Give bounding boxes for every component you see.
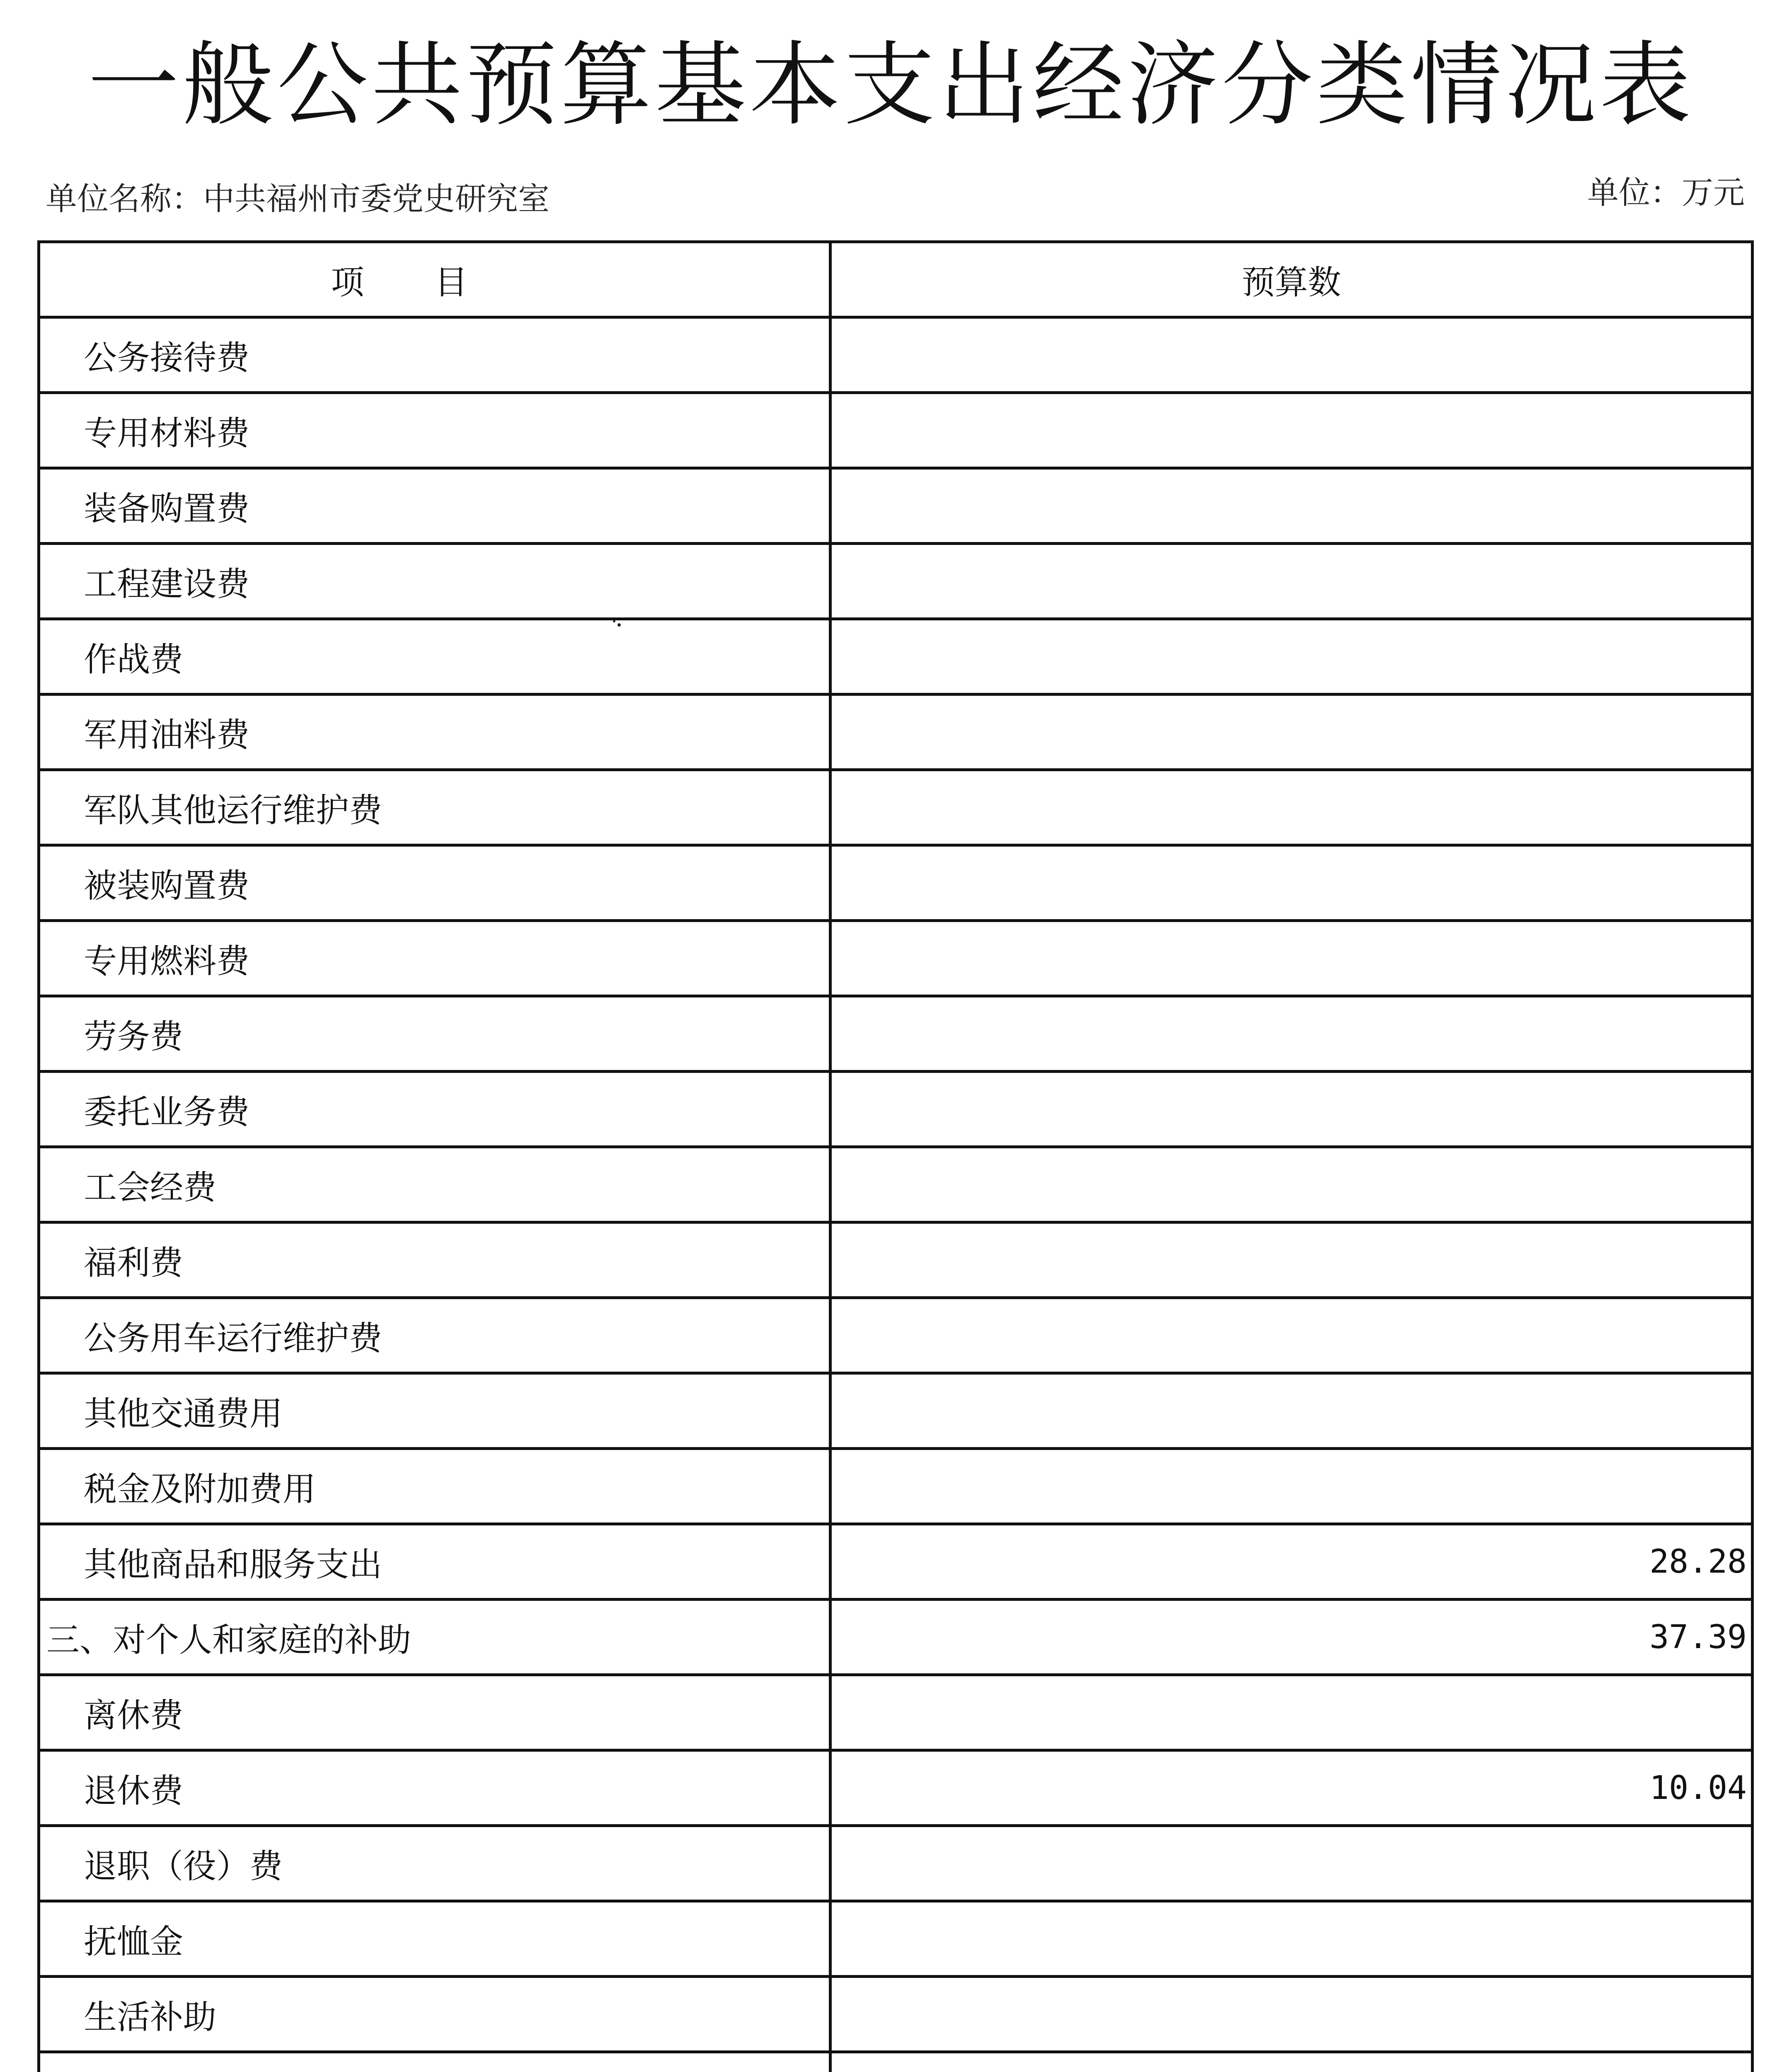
row-label: 抚恤金 — [39, 1901, 830, 1977]
table-row — [39, 1449, 1753, 1524]
table-row — [39, 845, 1753, 921]
table-row — [39, 544, 1753, 619]
row-value — [830, 317, 1753, 393]
row-label: 劳务费 — [39, 996, 830, 1072]
row-value — [830, 393, 1753, 468]
table-row — [39, 770, 1753, 845]
row-value — [830, 1373, 1753, 1449]
row-label: 委托业务费 — [39, 1072, 830, 1147]
scan-speck — [613, 620, 622, 627]
table-row — [39, 1072, 1753, 1147]
row-label: 福利费 — [39, 1222, 830, 1298]
budget-table — [37, 240, 1754, 2072]
row-value — [830, 1826, 1753, 1901]
row-label: 工程建设费 — [39, 544, 830, 619]
row-label: 工会经费 — [39, 1147, 830, 1222]
row-label: 军队其他运行维护费 — [39, 770, 830, 845]
row-label: 离休费 — [39, 1675, 830, 1750]
table-row — [39, 1977, 1753, 2052]
row-label: 生活补助 — [39, 1977, 830, 2052]
table-row — [39, 619, 1753, 695]
row-value — [830, 1675, 1753, 1750]
row-label: 其他商品和服务支出 — [39, 1524, 830, 1600]
table-row — [39, 2052, 1753, 2072]
row-label: 专用材料费 — [39, 393, 830, 468]
row-value — [830, 1222, 1753, 1298]
row-label: 专用燃料费 — [39, 921, 830, 996]
table-row — [39, 468, 1753, 544]
row-value — [830, 1977, 1753, 2052]
table-row — [39, 393, 1753, 468]
row-label: 作战费 — [39, 619, 830, 695]
row-label: 被装购置费 — [39, 845, 830, 921]
table-row — [39, 1373, 1753, 1449]
table-row — [39, 1298, 1753, 1373]
table-row — [39, 1901, 1753, 1977]
row-value — [830, 544, 1753, 619]
table-row — [39, 921, 1753, 996]
row-label: 退职（役）费 — [39, 1826, 830, 1901]
unit-name-label: 单位名称：中共福州市委党史研究室 — [46, 180, 550, 217]
row-label: 装备购置费 — [39, 468, 830, 544]
row-label — [39, 2052, 830, 2072]
row-value — [830, 1298, 1753, 1373]
row-label: 军用油料费 — [39, 695, 830, 770]
row-value — [830, 770, 1753, 845]
table-row — [39, 1750, 1753, 1826]
row-label: 其他交通费用 — [39, 1373, 830, 1449]
row-label: 公务接待费 — [39, 317, 830, 393]
table-row — [39, 1675, 1753, 1750]
table-row — [39, 996, 1753, 1072]
row-value: 28.28 — [830, 1524, 1753, 1600]
row-value — [830, 468, 1753, 544]
header-budget: 预算数 — [830, 242, 1753, 317]
table-row — [39, 1524, 1753, 1600]
row-value — [830, 996, 1753, 1072]
row-value — [830, 1449, 1753, 1524]
header-item: 项目 — [39, 242, 830, 317]
currency-unit-label: 单位：万元 — [1587, 174, 1745, 211]
table-row — [39, 1147, 1753, 1222]
row-label: 公务用车运行维护费 — [39, 1298, 830, 1373]
row-value: 37.39 — [830, 1600, 1753, 1675]
page-title: 一般公共预算基本支出经济分类情况表 — [87, 32, 1694, 138]
row-value — [830, 1901, 1753, 1977]
row-value: 10.04 — [830, 1750, 1753, 1826]
row-label: 退休费 — [39, 1750, 830, 1826]
row-value — [830, 2052, 1753, 2072]
table-row — [39, 1826, 1753, 1901]
table-body — [39, 317, 1753, 2072]
table-row — [39, 1600, 1753, 1675]
table-header-row — [39, 242, 1753, 317]
row-value — [830, 921, 1753, 996]
row-label: 三、对个人和家庭的补助 — [39, 1600, 830, 1675]
row-label: 税金及附加费用 — [39, 1449, 830, 1524]
table-row — [39, 1222, 1753, 1298]
row-value — [830, 845, 1753, 921]
table-row — [39, 695, 1753, 770]
row-value — [830, 1072, 1753, 1147]
row-value — [830, 619, 1753, 695]
row-value — [830, 1147, 1753, 1222]
table-row — [39, 317, 1753, 393]
row-value — [830, 695, 1753, 770]
